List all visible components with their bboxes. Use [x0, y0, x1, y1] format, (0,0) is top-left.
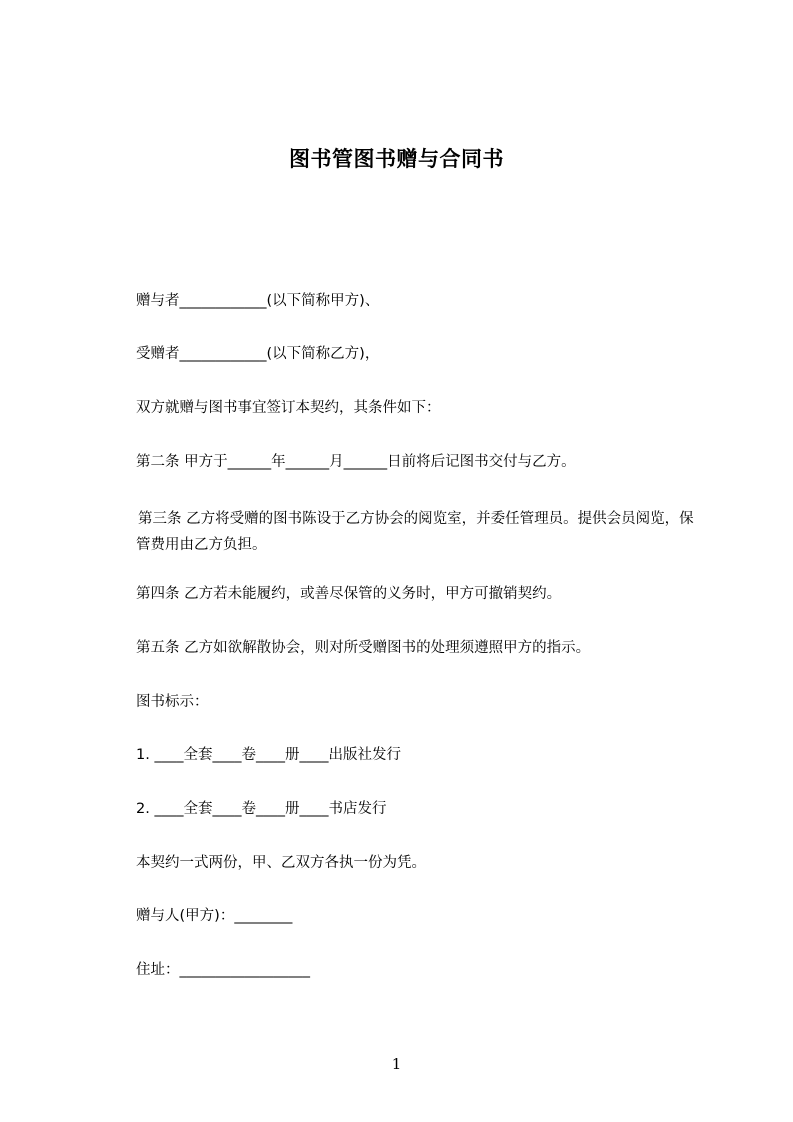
recipient-line: 受赠者____________(以下简称乙方)， — [136, 346, 380, 362]
agreement-intro: 双方就赠与图书事宜签订本契约，其条件如下： — [136, 400, 441, 416]
book-list-item-1: 1. ____全套____卷____册____出版社发行 — [136, 747, 401, 763]
article-4: 第四条 乙方若未能履约，或善尽保管的义务时，甲方可撤销契约。 — [136, 586, 562, 602]
donor-signature-line: 赠与人(甲方)：________ — [136, 908, 293, 924]
article-2: 第二条 甲方于______年______月______日前将后记图书交付与乙方。 — [136, 454, 576, 470]
book-list-item-2: 2. ____全套____卷____册____书店发行 — [136, 801, 387, 817]
donor-line: 赠与者____________(以下简称甲方)、 — [136, 293, 380, 309]
article-5: 第五条 乙方如欲解散协会，则对所受赠图书的处理须遵照甲方的指示。 — [136, 640, 591, 656]
page-number: 1 — [391, 1055, 402, 1073]
copies-statement: 本契约一式两份，甲、乙双方各执一份为凭。 — [136, 855, 426, 871]
book-list-heading: 图书标示： — [136, 694, 209, 710]
document-title: 图书管图书赠与合同书 — [289, 147, 504, 171]
address-line: 住址：__________________ — [136, 962, 310, 978]
article-3: 第三条 乙方将受赠的图书陈设于乙方协会的阅览室，并委任管理员。提供会员阅览，保管费用由乙方负担。 — [136, 511, 694, 553]
